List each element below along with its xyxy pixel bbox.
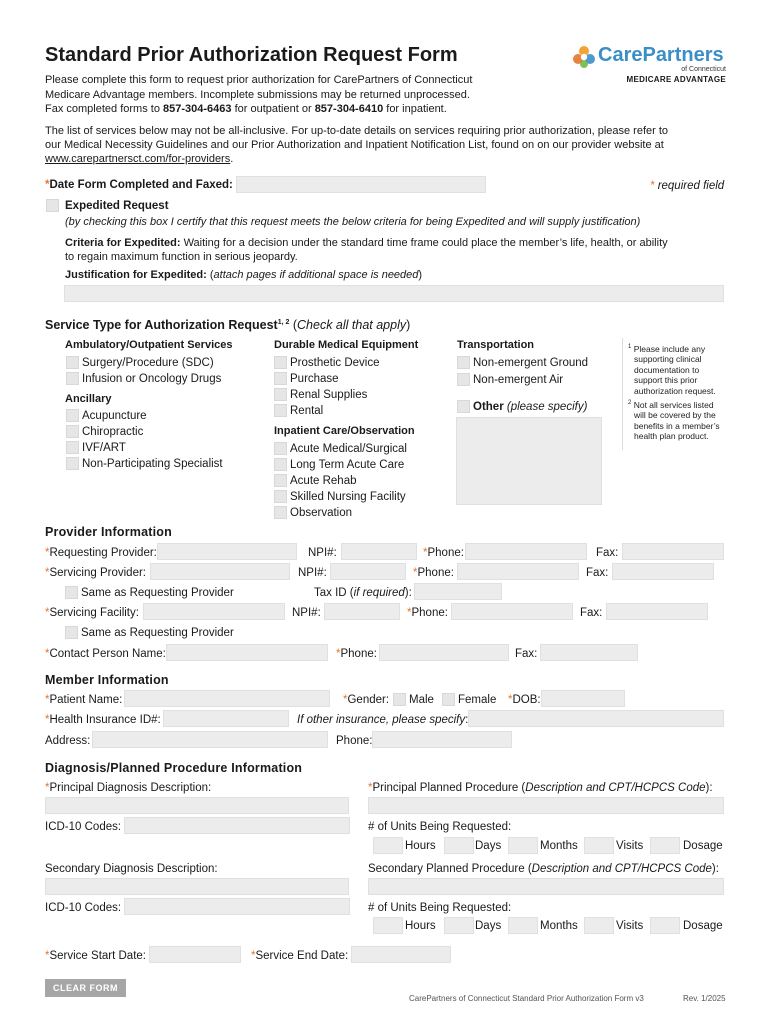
member-phone-label: Phone:: [336, 735, 373, 747]
footer-revision: Rev. 1/2025: [683, 994, 726, 1003]
checkbox-purchase[interactable]: [274, 372, 287, 385]
contact-fax-label: Fax:: [515, 648, 538, 660]
servicing-facility-field[interactable]: [143, 603, 285, 620]
principal-visits-field[interactable]: [584, 837, 614, 854]
label-non-emergent-ground: Non-emergent Ground: [473, 357, 589, 369]
secondary-units-label: # of Units Being Requested:: [368, 902, 512, 914]
gender-label: *Gender:: [343, 694, 390, 706]
principal-months-label: Months: [540, 840, 578, 852]
footnote-1: $^1$ Please include any supporting clinical documentation to support this prior authorization request.: [628, 343, 716, 396]
same-as-requesting-checkbox-2[interactable]: [65, 626, 78, 639]
servicing-phone-field[interactable]: [457, 563, 579, 580]
checkbox-prosthetic[interactable]: [274, 356, 287, 369]
gender-female-checkbox[interactable]: [442, 693, 455, 706]
servicing-provider-field[interactable]: [150, 563, 290, 580]
checkbox-non-par-specialist[interactable]: [66, 457, 79, 470]
servicing-fax-field[interactable]: [612, 563, 714, 580]
checkbox-snf[interactable]: [274, 490, 287, 503]
expedited-title: Expedited Request: [65, 200, 169, 212]
service-end-label: *Service End Date:: [251, 950, 349, 962]
label-purchase: Purchase: [290, 373, 339, 385]
checkbox-rental[interactable]: [274, 404, 287, 417]
principal-icd-field[interactable]: [124, 817, 350, 834]
expedited-justification-label: Justification for Expedited: (attach pages if additional space is needed): [65, 269, 423, 281]
other-specify-field[interactable]: [456, 417, 602, 505]
ancillary-title: Ancillary: [65, 393, 112, 405]
secondary-dx-label: Secondary Diagnosis Description:: [45, 863, 218, 875]
service-start-field[interactable]: [149, 946, 241, 963]
servicing-npi-label: NPI#:: [298, 567, 327, 579]
member-phone-field[interactable]: [372, 731, 512, 748]
label-observation: Observation: [290, 507, 353, 519]
label-non-par-specialist: Non-Participating Specialist: [82, 458, 223, 470]
provider-info-title: Provider Information: [45, 525, 172, 539]
requesting-npi-label: NPI#:: [308, 547, 337, 559]
checkbox-acupuncture[interactable]: [66, 409, 79, 422]
secondary-dx-field[interactable]: [45, 878, 349, 895]
intro-text: Please complete this form to request prior authorization for CarePartners of Connecticut Medicare Advantage members. Incomplete submissions may be returned unprocessed. Fax completed forms to 857-304-6463 for outpatient or 857-304-6410 for inpatient.: [45, 74, 473, 115]
principal-dosage-field[interactable]: [650, 837, 680, 854]
expedited-criteria: Criteria for Expedited: Waiting for a decision under the standard time frame could place the member’s life, health, or ability to regain maximum function in serious jeopardy.: [65, 237, 668, 263]
carepartners-logo-icon: [572, 45, 596, 69]
secondary-dosage-label: Dosage: [683, 920, 723, 932]
servicing-facility-label: *Servicing Facility:: [45, 607, 139, 619]
secondary-icd-field[interactable]: [124, 898, 350, 915]
fax-outpatient: 857-304-6463: [163, 103, 232, 115]
checkbox-chiropractic[interactable]: [66, 425, 79, 438]
checkbox-non-emergent-air[interactable]: [457, 373, 470, 386]
checkbox-other[interactable]: [457, 400, 470, 413]
label-surgery: Surgery/Procedure (SDC): [82, 357, 214, 369]
label-non-emergent-air: Non-emergent Air: [473, 374, 564, 386]
other-insurance-field[interactable]: [468, 710, 724, 727]
footnote-divider: [622, 338, 623, 450]
gender-male-label: Male: [409, 694, 434, 706]
principal-proc-field[interactable]: [368, 797, 724, 814]
footer-form-name: CarePartners of Connecticut Standard Prior Authorization Form v3: [409, 994, 644, 1003]
dme-title: Durable Medical Equipment: [274, 339, 419, 351]
secondary-proc-field[interactable]: [368, 878, 724, 895]
logo-wordmark: CarePartners: [598, 44, 724, 66]
fax-inpatient: 857-304-6410: [314, 103, 384, 115]
footnote-2: $^2$ Not all services listed will be covered by the benefits in a member’s health plan product.: [628, 399, 720, 442]
label-rental: Rental: [290, 405, 324, 417]
address-label: Address:: [45, 735, 91, 747]
patient-name-label: *Patient Name:: [45, 694, 123, 706]
secondary-proc-label: Secondary Planned Procedure (Description and CPT/HCPCS Code):: [368, 863, 719, 875]
same-as-requesting-label-1: Same as Requesting Provider: [81, 587, 234, 599]
checkbox-ltac[interactable]: [274, 458, 287, 471]
required-field-note: * required field: [650, 180, 725, 192]
address-field[interactable]: [92, 731, 328, 748]
inpatient-title: Inpatient Care/Observation: [274, 425, 415, 437]
requesting-phone-field[interactable]: [465, 543, 587, 560]
secondary-dosage-field[interactable]: [650, 917, 680, 934]
servicing-provider-label: *Servicing Provider:: [45, 567, 146, 579]
secondary-months-label: Months: [540, 920, 578, 932]
principal-dx-field[interactable]: [45, 797, 349, 814]
principal-hours-field[interactable]: [373, 837, 403, 854]
secondary-hours-field[interactable]: [373, 917, 403, 934]
facility-fax-field[interactable]: [606, 603, 708, 620]
servicing-npi-field[interactable]: [330, 563, 406, 580]
label-infusion: Infusion or Oncology Drugs: [82, 373, 222, 385]
logo-tagline: MEDICARE ADVANTAGE: [626, 75, 726, 84]
label-snf: Skilled Nursing Facility: [290, 491, 406, 503]
expedited-checkbox[interactable]: [46, 199, 59, 212]
label-acute-medical: Acute Medical/Surgical: [290, 443, 407, 455]
principal-months-field[interactable]: [508, 837, 538, 854]
date-completed-label: *Date Form Completed and Faxed:: [45, 179, 233, 191]
principal-units-label: # of Units Being Requested:: [368, 821, 512, 833]
label-chiropractic: Chiropractic: [82, 426, 144, 438]
principal-icd-label: ICD-10 Codes:: [45, 821, 122, 833]
checkbox-acute-medical[interactable]: [274, 442, 287, 455]
checkbox-renal-supplies[interactable]: [274, 388, 287, 401]
ambulatory-title: Ambulatory/Outpatient Services: [65, 339, 233, 351]
services-list-note: The list of services below may not be all-inclusive. For up-to-date details on services requiring prior authorization, please refer to our Medical Necessity Guidelines and our Prior Authorization and Inpatient Notification List, found on on our provider website at www.carepartnersct.com/for-providers.: [45, 125, 669, 165]
requesting-fax-field[interactable]: [622, 543, 724, 560]
principal-dosage-label: Dosage: [683, 840, 723, 852]
principal-hours-label: Hours: [405, 840, 436, 852]
label-other: Other (please specify): [473, 401, 588, 413]
expedited-certify: (by checking this box I certify that this request meets the below criteria for being Expedited and will supply justification): [65, 216, 641, 228]
secondary-visits-field[interactable]: [584, 917, 614, 934]
insurance-id-field[interactable]: [163, 710, 289, 727]
expedited-justification-field[interactable]: [64, 285, 724, 302]
service-start-label: *Service Start Date:: [45, 950, 146, 962]
page-title: Standard Prior Authorization Request Form: [45, 44, 458, 66]
facility-phone-label: *Phone:: [407, 607, 448, 619]
checkbox-acute-rehab[interactable]: [274, 474, 287, 487]
dob-field[interactable]: [541, 690, 625, 707]
provider-website-link[interactable]: www.carepartnersct.com/for-providers: [45, 153, 231, 165]
requesting-provider-field[interactable]: [157, 543, 297, 560]
requesting-fax-label: Fax:: [596, 547, 619, 559]
servicing-fax-label: Fax:: [586, 567, 609, 579]
service-end-field[interactable]: [351, 946, 451, 963]
requesting-provider-label: *Requesting Provider:: [45, 547, 157, 559]
secondary-days-label: Days: [475, 920, 502, 932]
other-insurance-label: If other insurance, please specify:: [297, 714, 469, 726]
diagnosis-title: Diagnosis/Planned Procedure Information: [45, 761, 303, 775]
principal-dx-label: *Principal Diagnosis Description:: [45, 782, 212, 794]
contact-fax-field[interactable]: [540, 644, 638, 661]
secondary-visits-label: Visits: [616, 920, 644, 932]
label-renal-supplies: Renal Supplies: [290, 389, 368, 401]
facility-npi-field[interactable]: [324, 603, 400, 620]
transport-title: Transportation: [457, 339, 535, 351]
member-info-title: Member Information: [45, 673, 169, 687]
contact-person-field[interactable]: [166, 644, 328, 661]
logo-of-connecticut: of Connecticut: [681, 66, 726, 73]
clear-form-button[interactable]: CLEAR FORM: [45, 979, 126, 997]
gender-female-label: Female: [458, 694, 497, 706]
checkbox-non-emergent-ground[interactable]: [457, 356, 470, 369]
label-acupuncture: Acupuncture: [82, 410, 147, 422]
label-acute-rehab: Acute Rehab: [290, 475, 357, 487]
principal-proc-label: *Principal Planned Procedure (Description and CPT/HCPCS Code):: [368, 782, 713, 794]
tax-id-field[interactable]: [414, 583, 502, 600]
secondary-hours-label: Hours: [405, 920, 436, 932]
service-type-title: Service Type for Authorization Request$^{1, 2}$ (Check all that apply): [45, 318, 411, 332]
checkbox-infusion[interactable]: [66, 372, 79, 385]
insurance-id-label: *Health Insurance ID#:: [45, 714, 161, 726]
principal-days-label: Days: [475, 840, 502, 852]
contact-person-label: *Contact Person Name:: [45, 648, 166, 660]
checkbox-observation[interactable]: [274, 506, 287, 519]
dob-label: *DOB:: [508, 694, 541, 706]
servicing-phone-label: *Phone:: [413, 567, 454, 579]
requesting-phone-label: *Phone:: [423, 547, 464, 559]
label-ltac: Long Term Acute Care: [290, 459, 405, 471]
secondary-months-field[interactable]: [508, 917, 538, 934]
checkbox-surgery[interactable]: [66, 356, 79, 369]
facility-phone-field[interactable]: [451, 603, 573, 620]
contact-phone-field[interactable]: [379, 644, 509, 661]
requesting-npi-field[interactable]: [341, 543, 417, 560]
secondary-icd-label: ICD-10 Codes:: [45, 902, 122, 914]
same-as-requesting-checkbox-1[interactable]: [65, 586, 78, 599]
patient-name-field[interactable]: [124, 690, 330, 707]
checkbox-ivf[interactable]: [66, 441, 79, 454]
logo: [572, 44, 732, 88]
same-as-requesting-label-2: Same as Requesting Provider: [81, 627, 234, 639]
gender-male-checkbox[interactable]: [393, 693, 406, 706]
contact-phone-label: *Phone:: [336, 648, 377, 660]
facility-fax-label: Fax:: [580, 607, 603, 619]
principal-days-field[interactable]: [444, 837, 474, 854]
tax-id-label: Tax ID (if required):: [314, 587, 412, 599]
facility-npi-label: NPI#:: [292, 607, 321, 619]
date-completed-field[interactable]: [236, 176, 486, 193]
label-ivf: IVF/ART: [82, 442, 126, 454]
label-prosthetic: Prosthetic Device: [290, 357, 380, 369]
secondary-days-field[interactable]: [444, 917, 474, 934]
principal-visits-label: Visits: [616, 840, 644, 852]
